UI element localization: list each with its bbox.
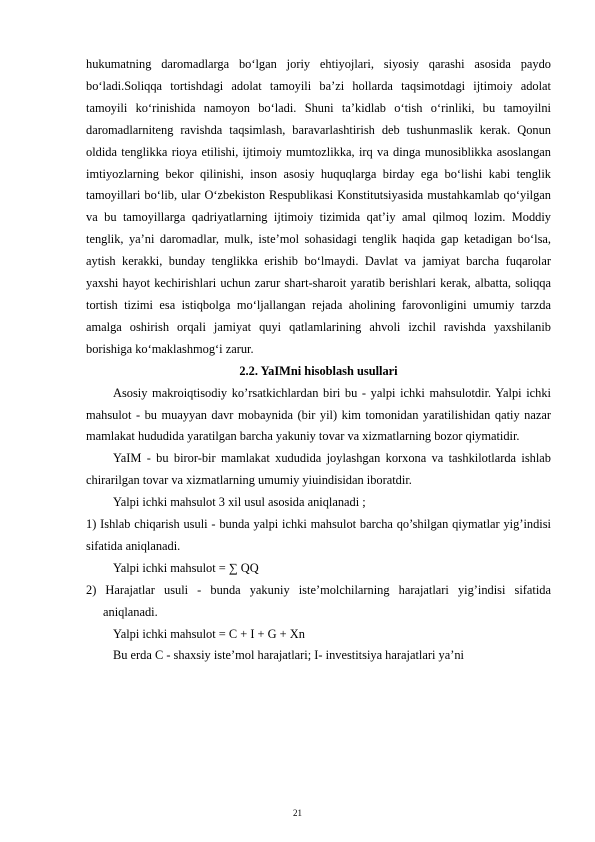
paragraph-gdp-definition: Asosiy makroiqtisodiy ko’rsatkichlardan biri bu - yalpi ichki mahsulotdir. Yalpi ichki mahsulot - bu muayyan davr mobaynida (bir yil) kim tomonidan yaratilishidan qatiy nazar mamlakat hududida yaratilgan barcha yakuniy tovar va xizmatlarning bozor qiymatidir. — [86, 385, 551, 444]
paragraph-formula-explanation: Bu erda C - shaxsiy iste’mol harajatlari; I- investitsiya harajatlari ya’ni — [113, 648, 464, 663]
list-item-expenditure-method: 2) Harajatlar usuli - bunda yakuniy iste’molchilarning harajatlari yig’indisi sifatida aniqlanadi. — [86, 582, 551, 619]
formula-expenditure: Yalpi ichki mahsulot = C + I + G + Xn — [113, 626, 305, 641]
section-heading: 2.2. YaIMni hisoblash usullari — [239, 363, 398, 378]
paragraph-tax-fairness: hukumatning daromadlarga bo‘lgan joriy ehtiyojlari, siyosiy qarashi asosida paydo bo‘ladi.Soliqqa tortishdagi adolat tamoyili ba’zi hollarda taqsimotdagi ijtimoiy adolat tamoyili ko‘rinishida namoyon bo‘ladi. Shuni ta’kidlab o‘tish o‘rinliki, bu tamoyilni daromadlarniteng ravishda taqsimlash, baravarlashtirish deb tushunmaslik kerak. Qonun oldida tenglikka rioya etilishi, ijtimoiy mumtozlikka, irq va dinga munosiblikka asoslangan imtiyozlarning bekor qilinishi, inson asosiy huquqlarga birday ega bo‘lishi kabi tenglik tamoyillari bo‘lib, ular O‘zbekiston Respublikasi Konstitutsiyasida mustahkamlab qo‘yilgan va bu tamoyillarga qadriyatlarning ijtimoiy tizimida qat’iy amal qilmoq lozim. Moddiy tenglik, ya’ni daromadlar, mulk, iste’mol sohasidagi tenglik haqida gap ketadigan bo‘lsa, aytish kerakki, bunday tenglikka erishib bo‘lmaydi. Davlat va jamiyat barcha fuqarolar yaxshi hayot kechirishlari uchun zarur shart-sharoit yaratib berishlari kerak, albatta, soliqqa tortish tizimi esa istiqbolga mo‘ljallangan rejada aholining farovonligini umumiy tarzda amalga oshirish orqali jamiyat quyi qatlamlarining ahvoli izchil ravishda yaxshilanib borishiga ko‘maklashmog‘i zarur. — [86, 57, 551, 356]
paragraph-methods-intro: Yalpi ichki mahsulot 3 xil usul asosida aniqlanadi ; — [113, 495, 366, 510]
paragraph-gdp-short-definition: YaIM - bu biror-bir mamlakat xududida joylashgan korxona va tashkilotlarda ishlab chirarilgan tovar va xizmatlarning umumiy yiuindisidan iboratdir. — [86, 451, 551, 488]
page-content — [86, 54, 551, 667]
page-number: 21 — [293, 808, 302, 818]
formula-production: Yalpi ichki mahsulot = ∑ QQ — [113, 560, 259, 575]
list-item-production-method: 1) Ishlab chiqarish usuli - bunda yalpi ichki mahsulot barcha qo’shilgan qiymatlar yig’indisi sifatida aniqlanadi. — [86, 517, 551, 553]
